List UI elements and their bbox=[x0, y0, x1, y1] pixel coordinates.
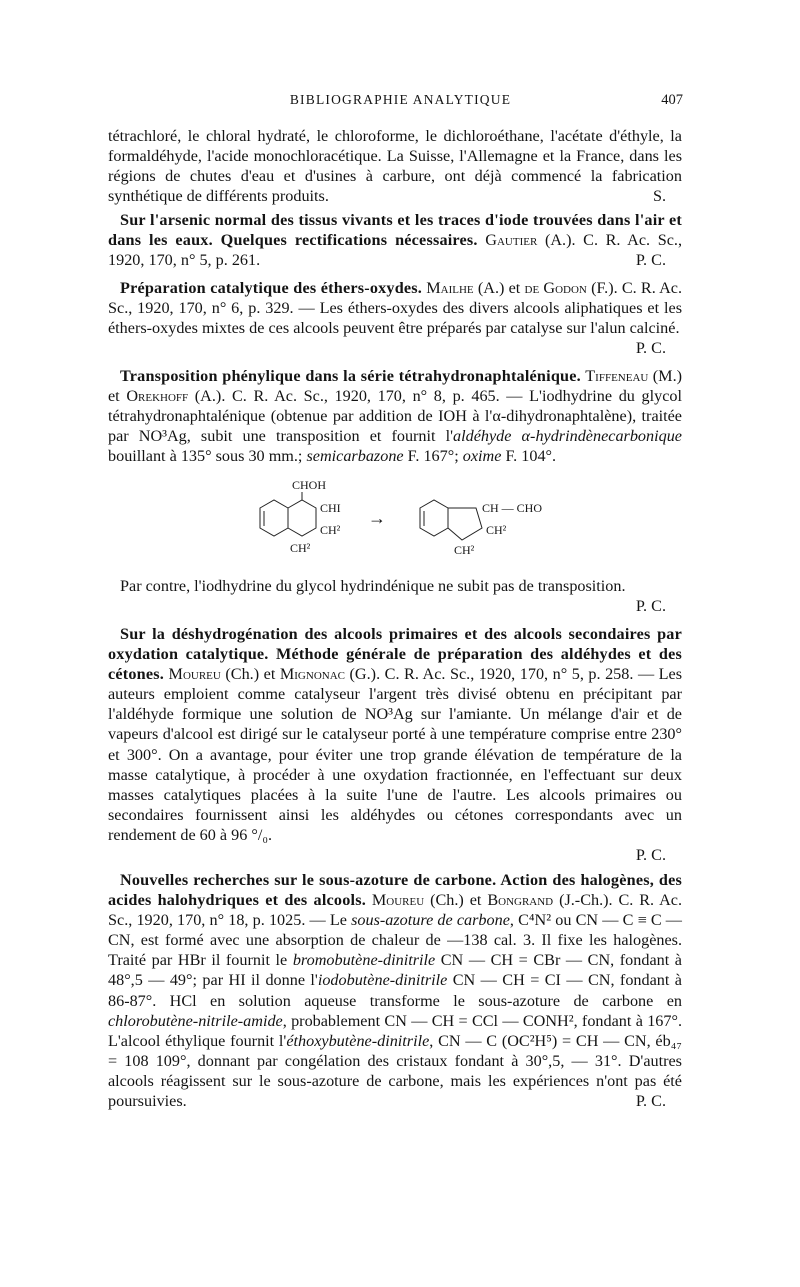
author-name: Moureu bbox=[168, 665, 221, 684]
article-text: CN — CH = CBr — CN, fondant à 48°,5 — 49°; par HI il donne l' bbox=[108, 951, 682, 990]
article-text: CN — CH = CI — CN, fondant à 86-87°. HCl en solution aqueuse transforme le sous-azoture de carbone en bbox=[108, 971, 682, 1010]
author-name: Mailhe bbox=[426, 279, 474, 297]
article-transposition bbox=[108, 366, 682, 466]
author-name: de Godon bbox=[524, 279, 587, 297]
running-header bbox=[118, 92, 683, 112]
article-title: Nouvelles recherches sur le sous-azoture de carbone. Action des halogènes, des acides halohydriques et des alcools. bbox=[108, 871, 682, 910]
author-name: Tiffeneau bbox=[585, 367, 649, 385]
compound-name: oxime bbox=[462, 447, 502, 466]
reaction-arrow: → bbox=[368, 508, 386, 528]
article-reference: (F.). C. R. Ac. Sc., 1920, 170, n° 6, p. 329. — Les éthers-oxydes des divers alcools aliphatiques et les éthers-oxydes mixtes de ces alcools peuvent être préparés par catalyse sur l'alun calciné. bbox=[108, 279, 683, 338]
author-separator: (Ch.) et bbox=[225, 665, 276, 684]
author-name: Moureu bbox=[371, 891, 425, 910]
author-separator: (Ch.) et bbox=[430, 891, 482, 910]
article-signature: P. C. bbox=[635, 339, 666, 358]
article-text: , probablement CN — CH = CCl — CONH², fondant à 167°. L'alcool éthylique fournit l' bbox=[108, 1011, 682, 1050]
formula-label: CH — CHO bbox=[482, 501, 543, 515]
article-title: Transposition phénylique dans la série tétrahydronaphtalénique. bbox=[120, 367, 581, 385]
intro-signature: S. bbox=[652, 187, 666, 206]
article-text: , CN — C (OC²H⁵) = CH — CN, éb₄₇ = 108 109°, donnant par congélation des cristaux fondant à 30°,5, — 31°. D'autres alcools réagissent sur le sous-azoture de carbone, mais les expériences n'ont pas été poursuivies. bbox=[108, 1031, 682, 1111]
compound-name: chlorobutène-nitrile-amide bbox=[108, 1011, 283, 1030]
article-text: Par contre, l'iodhydrine du glycol hydrindénique ne subit pas de transposition. bbox=[120, 577, 626, 595]
article-signature: P. C. bbox=[635, 597, 666, 616]
article-signature: P. C. bbox=[635, 251, 666, 270]
article-reference: (A.). C. R. Ac. Sc., 1920, 170, n° 5, p. 261. bbox=[108, 231, 683, 270]
article-text: F. 167°; bbox=[403, 447, 463, 466]
intro-paragraph bbox=[108, 126, 682, 206]
author-name: Gautier bbox=[485, 231, 538, 250]
formula-label: CH² bbox=[454, 543, 475, 557]
compound-name: éthoxybutène-dinitrile bbox=[286, 1031, 430, 1050]
formula-label: CH² bbox=[290, 541, 311, 555]
formula-label: CHI bbox=[320, 501, 341, 515]
article-text: F. 104°. bbox=[501, 447, 557, 466]
compound-name: bromobutène-dinitrile bbox=[292, 951, 436, 970]
author-separator: (A.) et bbox=[477, 279, 521, 297]
compound-name: sous-azoture de carbone bbox=[351, 911, 510, 930]
article-deshydrogenation bbox=[108, 624, 682, 865]
article-reference: (G.). C. R. Ac. Sc., 1920, 170, n° 5, p. 258. — Les auteurs emploient comme catalyseur l'argent très divisé obtenu en précipitant par l'aldéhyde formique une solution de NO³Ag sur l'amiante. Un mélange d'air et de vapeurs d'alcool est dirigé sur le catalyseur porté à une température comprise entre 230° et 300°. On a avantage, pour éviter une trop grande élévation de température de la masse catalytique, à procéder à une oxydation fractionnée, en l'effectuant sur deux masses catalytiques placées à la suite l'une de l'autre. Les alcools primaires ou secondaires fournissent ainsi les aldéhydes ou cétones correspondants avec un rendement de 60 à 96 °/₀. bbox=[108, 665, 683, 844]
article-text: , C⁴N² ou CN — C ≡ C — CN, est formé avec une absorption de chaleur de —138 cal. 3. Il fixe les halogènes. Traité par HBr il fournit le bbox=[108, 911, 682, 970]
article-transposition-continued bbox=[108, 576, 682, 616]
article-reference: (A.). C. R. Ac. Sc., 1920, 170, n° 8, p. 465. — L'iodhydrine du glycol tétrahydronaphtalénique (obtenue par addition de IOH à l'α-dihydronaphtalène), traitée par NO³Ag, subit une transposition et fournit l' bbox=[108, 387, 682, 446]
article-ethers-oxydes bbox=[108, 278, 682, 358]
article-text: bouillant à 135° sous 30 mm.; bbox=[108, 447, 307, 466]
formula-label: CH² bbox=[320, 523, 341, 537]
article-signature: P. C. bbox=[635, 1092, 666, 1111]
author-name: Bongrand bbox=[487, 891, 554, 910]
formula-label: CHOH bbox=[292, 478, 327, 492]
author-name: Orekhoff bbox=[126, 387, 189, 406]
page-number: 407 bbox=[661, 92, 683, 108]
article-reference: (J.-Ch.). C. R. Ac. Sc., 1920, 170, n° 18, p. 1025. — Le bbox=[108, 891, 683, 930]
header-title: BIBLIOGRAPHIE ANALYTIQUE bbox=[289, 92, 512, 107]
article-signature: P. C. bbox=[635, 846, 666, 865]
compound-name: aldéhyde α-hydrindènecarbonique bbox=[453, 427, 682, 446]
compound-name: iodobutène-dinitrile bbox=[317, 971, 448, 990]
formula-drawing bbox=[230, 478, 590, 574]
intro-text: tétrachloré, le chloral hydraté, le chloroforme, le dichloroéthane, l'acétate d'éthyle, la formaldéhyde, l'acide monochloracétique. La Suisse, l'Allemagne et la France, dans les régions de chutes d'eau et d'usines à carbure, ont déjà commencé la fabrication synthétique de différents produits. bbox=[108, 127, 682, 206]
article-title: Sur l'arsenic normal des tissus vivants et les traces d'iode trouvées dans l'air et dans les eaux. Quelques rectifications nécessaires. bbox=[108, 211, 682, 250]
author-separator: (M.) et bbox=[108, 367, 683, 406]
article-arsenic bbox=[108, 210, 682, 270]
article-sous-azoture bbox=[108, 870, 682, 1111]
author-name: Mignonac bbox=[279, 665, 345, 684]
chemical-formula bbox=[230, 478, 590, 574]
compound-name: semicarbazone bbox=[306, 447, 404, 466]
formula-label: CH² bbox=[486, 523, 507, 537]
article-title: Sur la déshydrogénation des alcools primaires et des alcools secondaires par oxydation catalytique. Méthode générale de préparation des aldéhydes et des cétones. bbox=[108, 625, 682, 684]
article-title: Préparation catalytique des éthers-oxydes. bbox=[120, 279, 423, 297]
